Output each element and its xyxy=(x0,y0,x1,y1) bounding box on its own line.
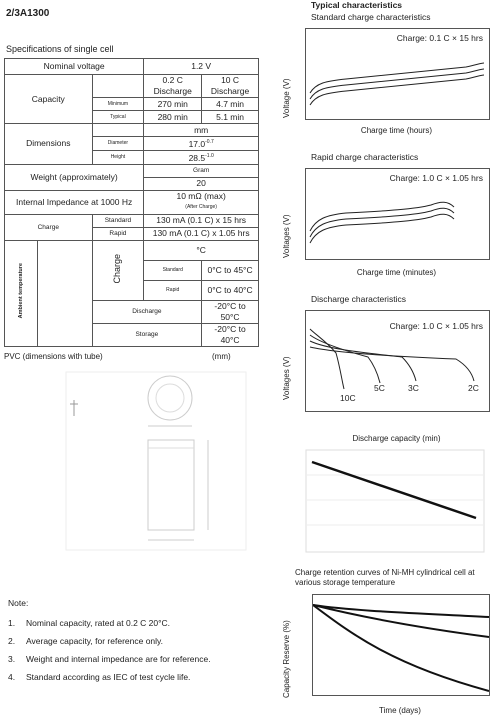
cell-drawing xyxy=(60,368,260,558)
cap-header-10: 10 C Discharge xyxy=(202,75,259,98)
rapid-charge-annotation: Charge: 1.0 C × 1.05 hrs xyxy=(389,173,483,183)
retention-title: Charge retention curves of Ni-MH cylindrical cell at various storage temperature xyxy=(295,568,475,587)
retention-xlabel: Time (days) xyxy=(379,706,421,715)
height-value: $28.5^{-1.0}$ xyxy=(144,150,259,164)
curve-label-3c: 3C xyxy=(408,383,419,393)
discharge-capacity-plot xyxy=(288,448,488,558)
discharge-capacity-title: Discharge capacity (min) xyxy=(352,434,441,443)
weight-label: Weight (approximately) xyxy=(5,164,144,190)
rapid-charge-plot xyxy=(305,168,490,260)
weight-unit: Gram xyxy=(144,164,259,177)
note-3: 3. Weight and internal impedance are for reference. xyxy=(8,654,211,664)
charge-label: Charge xyxy=(5,214,93,240)
diameter-value: $17.0^{-0.7}$ xyxy=(144,137,259,151)
deg-unit: °C xyxy=(144,240,259,260)
std-charge-xlabel: Charge time (hours) xyxy=(360,126,433,135)
curve-label-5c: 5C xyxy=(374,383,385,393)
ambient-label: Ambient temperature xyxy=(17,262,24,319)
standard-label: Standard xyxy=(92,214,144,227)
discharge-plot xyxy=(305,310,490,412)
std-charge-annotation: Charge: 0.1 C × 15 hrs xyxy=(396,33,483,43)
std-charge-ylabel: Voltage (V) xyxy=(282,78,291,118)
model-title: 2/3A1300 xyxy=(6,8,50,19)
temp-std-label: Standard xyxy=(144,260,202,280)
temp-rapid-label: Rapid xyxy=(144,280,202,300)
minimum-label: Minimum xyxy=(92,98,144,111)
height-label: Height xyxy=(92,150,144,164)
temp-rapid: 0°C to 40°C xyxy=(202,280,259,300)
capacity-label: Capacity xyxy=(5,75,93,124)
discharge-ylabel: Voltages (V) xyxy=(282,356,291,400)
spec-title: Specifications of single cell xyxy=(6,44,114,54)
discharge-label: Discharge xyxy=(92,300,202,323)
typical-label: Typical xyxy=(92,111,144,124)
nominal-voltage-label: Nominal voltage xyxy=(5,59,144,75)
dim-unit: mm xyxy=(144,124,259,137)
temp-storage: -20°C to 40°C xyxy=(202,323,259,346)
typical-heading: Typical characteristics xyxy=(311,0,403,10)
temp-charge-label: Charge xyxy=(112,253,123,284)
ir-value: 10 mΩ (max) (After Charge) xyxy=(144,190,259,214)
pvc-label: PVC (dimensions with tube) xyxy=(4,352,103,361)
retention-plot xyxy=(312,594,490,696)
typ-10: 5.1 min xyxy=(202,111,259,124)
storage-label: Storage xyxy=(92,323,202,346)
cap-header-02: 0.2 C Discharge xyxy=(144,75,202,98)
note-1: 1. Nominal capacity, rated at 0.2 C 20°C. xyxy=(8,618,171,628)
dimensions-label: Dimensions xyxy=(5,124,93,165)
diameter-label: Diameter xyxy=(92,137,144,151)
curve-label-2c: 2C xyxy=(468,383,479,393)
std-charge-plot xyxy=(305,28,490,120)
retention-ylabel: Capacity Reserve (%) xyxy=(282,620,291,698)
charge-std: 130 mA (0.1 C) x 15 hrs xyxy=(144,214,259,227)
typ-02: 280 min xyxy=(144,111,202,124)
min-02: 270 min xyxy=(144,98,202,111)
min-10: 4.7 min xyxy=(202,98,259,111)
charge-rapid: 130 mA (0.1 C) x 1.05 hrs xyxy=(144,227,259,240)
notes-title: Note: xyxy=(8,598,29,608)
note-2: 2. Average capacity, for reference only. xyxy=(8,636,164,646)
rapid-charge-ylabel: Voltages (V) xyxy=(282,214,291,258)
temp-std: 0°C to 45°C xyxy=(202,260,259,280)
discharge-title: Discharge characteristics xyxy=(311,294,406,304)
note-4: 4. Standard according as IEC of test cycle life. xyxy=(8,672,191,682)
mm-label: (mm) xyxy=(212,352,231,361)
temp-discharge: -20°C to 50°C xyxy=(202,300,259,323)
weight-value: 20 xyxy=(144,177,259,190)
rapid-label: Rapid xyxy=(92,227,144,240)
spec-table xyxy=(4,58,259,347)
temp-charge-cell xyxy=(92,240,144,300)
std-charge-title: Standard charge characteristics xyxy=(311,12,431,22)
curve-label-10c: 10C xyxy=(340,393,356,403)
discharge-annotation: Charge: 1.0 C × 1.05 hrs xyxy=(389,321,483,331)
ambient-temp-cell xyxy=(5,240,93,346)
rapid-charge-xlabel: Charge time (minutes) xyxy=(356,268,437,277)
ir-label: Internal Impedance at 1000 Hz xyxy=(5,190,144,214)
nominal-voltage-value: 1.2 V xyxy=(144,59,259,75)
rapid-charge-title: Rapid charge characteristics xyxy=(311,152,419,162)
